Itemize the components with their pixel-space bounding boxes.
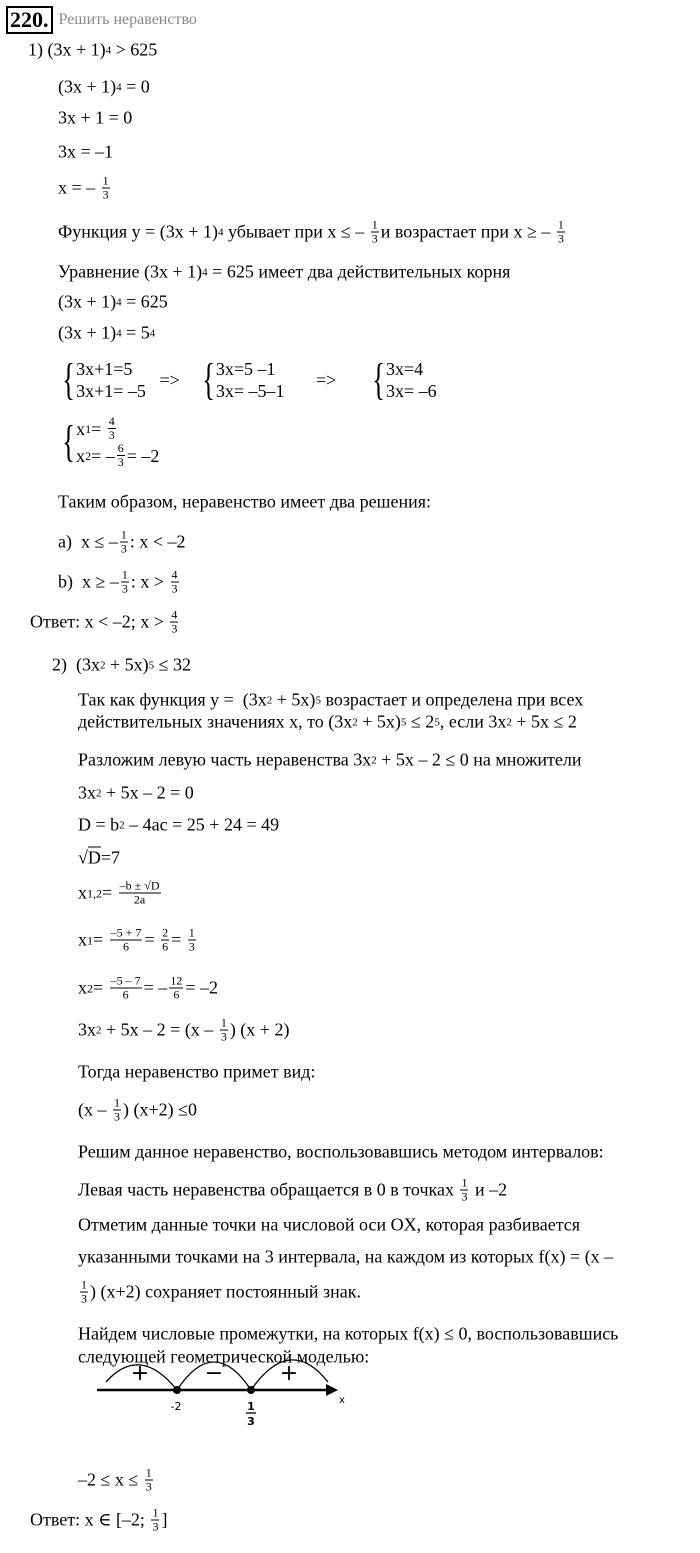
solution-line: x 1,2 = $\frac{-b \pm √D}{2a}$ <box>78 878 160 907</box>
math-text: 1) (3x + 1) <box>28 39 106 60</box>
point-label-right-den: 3 <box>247 1415 255 1428</box>
solution-line <box>30 1507 167 1534</box>
math-text: Так как функция y = (3x <box>78 689 267 710</box>
system-rows <box>216 358 285 402</box>
numerator: 1 <box>152 1505 159 1520</box>
denominator: 3 <box>114 1109 120 1124</box>
math-text: = <box>91 418 106 439</box>
math-text: = <box>93 929 108 950</box>
task-number: 220. <box>6 6 53 34</box>
numerator: 12 <box>170 973 183 988</box>
numerator: 1 <box>114 1095 120 1110</box>
math-text: : x < –2 <box>129 531 186 552</box>
sign-label: + <box>130 1361 150 1386</box>
math-text: убывает при x ≤ – <box>223 221 369 242</box>
math-text: возрастает и определена при всех <box>320 689 584 710</box>
math-text: = 5 <box>121 322 150 343</box>
denominator: 3 <box>171 581 178 596</box>
math-text: + 5x ≤ 2 <box>511 711 577 732</box>
numerator: 4 <box>171 607 178 622</box>
denominator: 3 <box>108 428 115 442</box>
math-text: x <box>76 445 86 466</box>
math-text: + 5x) <box>357 711 401 732</box>
fraction <box>117 442 125 469</box>
solution-line <box>58 569 181 596</box>
math-text: ≤ 2 <box>406 711 435 732</box>
equation-system <box>58 415 159 469</box>
solution-line <box>58 529 186 556</box>
numerator: –5 + 7 <box>110 925 142 940</box>
brace-icon: { <box>62 355 75 404</box>
math-text: = 625 <box>121 291 168 312</box>
fraction <box>371 219 379 246</box>
radical-icon: √ <box>78 847 88 868</box>
math-text: = – <box>143 977 168 998</box>
math-text: = 0 <box>121 76 150 97</box>
math-text: = – <box>91 445 115 466</box>
axis-arrow-icon <box>326 1384 338 1396</box>
fraction <box>110 927 143 954</box>
math-text: + 5x – 2 = <box>101 1019 185 1040</box>
numerator: 1 <box>121 567 128 582</box>
denominator: 3 <box>220 1029 227 1044</box>
math-text: = 625 имеет два действительных корня <box>207 261 511 282</box>
denominator: 3 <box>81 1291 87 1306</box>
math-text: 3x= –6 <box>385 381 437 401</box>
solution-line: 3x 2 + 5x – 2 = (x – $\frac{1}{3}$ ) (x + 2) <box>78 1015 290 1044</box>
math-text: + 5x – 2 = 0 <box>101 782 194 803</box>
math-text: Тогда неравенство примет вид: <box>78 1061 316 1082</box>
solution-line: x 1 = $\frac{-5 + 7}{6}$ = $\frac{2}{6}$ = $\frac{1}{3}$ <box>78 925 195 954</box>
fraction <box>110 975 142 1002</box>
math-text: Отметим данные точки на числовой оси OX, которая разбивается <box>78 1214 581 1235</box>
point-label-left: -2 <box>170 1400 182 1413</box>
math-text: a) x ≤ – <box>58 531 118 552</box>
math-text: (3x + 1) <box>58 76 117 97</box>
numerator: 2 <box>162 925 169 940</box>
math-text: (3x + 1) <box>58 291 117 312</box>
fraction <box>557 219 565 246</box>
system-row <box>386 358 437 380</box>
math-text: x <box>76 418 86 439</box>
math-text: , если 3x <box>439 711 507 732</box>
sign-label: + <box>279 1361 299 1386</box>
solution-line <box>78 1215 580 1236</box>
math-text: (x – <box>78 1099 111 1120</box>
fraction <box>80 1279 88 1306</box>
numerator: 4 <box>171 567 178 582</box>
numerator: 1 <box>220 1015 227 1030</box>
math-text: 2) (3x <box>52 654 100 675</box>
math-text: x <box>78 882 87 903</box>
denominator: 3 <box>171 621 178 636</box>
solution-line <box>30 609 180 636</box>
denominator: 6 <box>173 987 180 1002</box>
solution-line <box>78 1142 604 1163</box>
math-text: (x – <box>184 1019 218 1040</box>
math-text: + 5x) <box>105 654 149 675</box>
numerator: 1 <box>557 217 564 232</box>
fraction <box>145 1467 153 1494</box>
solution-line <box>78 1177 507 1204</box>
math-text: ) (x+2) ≤0 <box>123 1099 198 1120</box>
solution-line: Уравнение (3x + 1) 4 = 625 имеет два действительных корня <box>58 261 511 282</box>
math-text: + 5x – 2 ≤ 0 на множители <box>376 749 582 770</box>
numerator: 1 <box>120 527 127 542</box>
math-text: x = – <box>58 177 100 198</box>
math-text: Таким образом, неравенство имеет два решения: <box>58 491 432 512</box>
fraction <box>169 975 183 1002</box>
solution-line <box>58 108 132 129</box>
math-text: 3x+1=5 <box>76 359 133 379</box>
system-row <box>216 380 285 402</box>
denominator: 6 <box>122 987 129 1002</box>
math-text: Найдем числовые промежутки, на которых f(x) ≤ 0, воспользовавшись <box>78 1323 619 1344</box>
solution-line: Разложим левую часть неравенства 3x 2 + 5x – 2 ≤ 0 на множители <box>78 749 582 770</box>
math-text: и –2 <box>470 1179 508 1200</box>
system-row: x 1 = $\frac{4}{3}$ <box>76 414 115 442</box>
math-text: ] <box>161 1509 168 1530</box>
numerator: –5 – 7 <box>110 973 141 988</box>
math-text: 3x <box>78 782 96 803</box>
math-text: ) (x+2) сохраняет постоянный знак. <box>90 1281 362 1302</box>
solution-line <box>78 1097 197 1124</box>
math-text: = <box>102 882 117 903</box>
math-text: 3x=4 <box>385 359 424 379</box>
solution-line: Функция y = (3x + 1) 4 убывает при x ≤ – $\frac{1}{3}$ и возрастает при x ≥ – $\frac{1}{3}$ <box>58 217 564 246</box>
system-rows <box>386 358 437 402</box>
math-text: и возрастает при x ≥ – <box>380 221 555 242</box>
denominator: 3 <box>152 1519 159 1534</box>
solution-line: 1) (3x + 1) 4 > 625 <box>28 39 158 60</box>
system-row <box>386 380 437 402</box>
numerator: 6 <box>117 441 124 455</box>
task-title: Решить неравенство <box>58 11 197 28</box>
math-text: (3x + 1) <box>58 322 117 343</box>
solution-line: 2) (3x 2 + 5x) 5 ≤ 32 <box>52 654 192 675</box>
math-text: 3x= –5–1 <box>215 381 285 401</box>
fraction <box>188 927 196 954</box>
brace-icon: { <box>201 355 215 404</box>
brace-icon: { <box>62 417 75 466</box>
math-text: =7 <box>100 847 121 868</box>
system-row: x 2 = – $\frac{6}{3}$ = –2 <box>76 441 160 469</box>
fraction <box>121 569 129 596</box>
numerator: 4 <box>108 414 115 428</box>
point-one-third <box>247 1386 255 1394</box>
denominator: 3 <box>145 1479 152 1494</box>
denominator: 3 <box>188 939 195 954</box>
system-row <box>76 358 146 380</box>
fraction <box>151 1507 159 1534</box>
system-row <box>76 380 146 402</box>
denominator: 3 <box>117 455 124 469</box>
numerator: 1 <box>188 925 195 940</box>
fraction <box>113 1097 121 1124</box>
denominator: 6 <box>162 939 169 954</box>
square-root <box>78 848 101 869</box>
math-text: x <box>78 977 87 998</box>
numerator: 1 <box>145 1465 152 1480</box>
solution-line: (3x + 1) 4 = 0 <box>58 76 150 97</box>
denominator: 3 <box>461 1189 468 1204</box>
equation-system <box>368 355 437 404</box>
math-text: : x > <box>130 571 169 592</box>
brace-icon: { <box>372 355 385 404</box>
numerator: –b ± √D <box>119 878 160 893</box>
radicand: D <box>87 847 101 868</box>
solution-line: (3x + 1) 4 = 625 <box>58 291 168 312</box>
fraction <box>120 529 128 556</box>
fraction <box>119 880 161 907</box>
solution-line <box>58 415 159 469</box>
math-text: указанными точками на 3 интервала, на каждом из которых f(x) = (x – <box>78 1246 614 1267</box>
math-text: Разложим левую часть неравенства 3x <box>78 749 372 770</box>
math-text: = –2 <box>185 977 218 998</box>
numerator: 1 <box>461 1175 468 1190</box>
task-header <box>6 6 197 34</box>
math-text: Решим данное неравенство, воспользовавшись методом интервалов: <box>78 1141 604 1162</box>
solution-line <box>58 492 431 513</box>
math-text: = <box>93 977 108 998</box>
math-text: следующей геометрической моделью: <box>78 1346 370 1367</box>
math-text: > 625 <box>111 39 158 60</box>
numerator: 1 <box>371 217 378 232</box>
math-text: => <box>145 369 198 390</box>
math-text: ) (x + 2) <box>229 1019 290 1040</box>
point-minus-2 <box>173 1386 181 1394</box>
solution-line: Так как функция y = (3x 2 + 5x) 5 возрастает и определена при всех <box>78 689 584 710</box>
math-text: x <box>78 929 87 950</box>
denominator: 6 <box>123 939 130 954</box>
math-text: 3x=5 –1 <box>215 359 276 379</box>
fraction <box>220 1017 228 1044</box>
numerator: 1 <box>102 173 109 188</box>
system-rows <box>76 358 146 402</box>
number-line-diagram <box>0 1340 400 1430</box>
solution-line <box>78 1062 315 1083</box>
sign-label: − <box>204 1361 224 1386</box>
denominator: 3 <box>557 231 564 246</box>
solution-line <box>78 1467 155 1494</box>
math-text: = –2 <box>126 445 160 466</box>
math-text: 3x + 1 = 0 <box>58 107 133 128</box>
math-text: ≤ 32 <box>154 654 192 675</box>
solution-line: действительных значениях x, то (3x 2 + 5x) 5 ≤ 2 5 , если 3x 2 + 5x ≤ 2 <box>78 711 577 732</box>
fraction <box>171 569 179 596</box>
math-text: + 5x) <box>272 689 316 710</box>
solution-line <box>78 1279 361 1306</box>
fraction <box>161 927 169 954</box>
solution-line: D = b 2 – 4ac = 25 + 24 = 49 <box>78 814 280 835</box>
math-text: Левая часть неравенства обращается в 0 в точках <box>78 1179 459 1200</box>
math-text: Уравнение (3x + 1) <box>58 261 203 282</box>
system-row <box>216 358 285 380</box>
math-text: 3x = –1 <box>58 141 114 162</box>
math-text: Ответ: x ∈ [–2; <box>30 1509 150 1530</box>
fraction <box>170 609 178 636</box>
denominator: 3 <box>102 187 109 202</box>
fraction <box>460 1177 468 1204</box>
math-text: – 4ac = 25 + 24 = 49 <box>124 814 280 835</box>
math-text: = <box>144 929 160 950</box>
denominator: 3 <box>371 231 378 246</box>
math-text: –2 ≤ x ≤ <box>78 1469 143 1490</box>
fraction <box>108 415 116 442</box>
denominator: 2a <box>133 892 146 907</box>
math-text: Ответ: x < –2; x > <box>30 611 169 632</box>
fraction <box>102 175 110 202</box>
solution-line <box>58 175 112 202</box>
math-text: b) x ≥ – <box>58 571 119 592</box>
math-text: D = b <box>78 814 120 835</box>
math-text: 3x+1= –5 <box>76 381 146 401</box>
math-text: 3x <box>78 1019 96 1040</box>
system-rows <box>76 415 159 469</box>
axis-label: x <box>339 1395 345 1406</box>
solution-line <box>78 1247 613 1268</box>
denominator: 3 <box>120 541 127 556</box>
math-text: => <box>284 369 368 390</box>
solution-line: x 2 = $\frac{-5 - 7}{6}$ = – $\frac{12}{6}$ = –2 <box>78 973 218 1002</box>
math-text: действительных значениях x, то (3x <box>78 711 353 732</box>
math-text: Функция y = (3x + 1) <box>58 221 218 242</box>
solution-line <box>58 355 437 404</box>
solution-line <box>58 142 113 163</box>
math-text: = <box>171 929 186 950</box>
solution-line: 3x 2 + 5x – 2 = 0 <box>78 782 194 803</box>
solution-line <box>78 848 120 869</box>
point-label-right-num: 1 <box>247 1400 255 1413</box>
denominator: 3 <box>121 581 128 596</box>
equation-system <box>58 355 146 404</box>
numerator: 1 <box>81 1277 87 1292</box>
solution-line: (3x + 1) 4 = 5 4 <box>58 322 156 343</box>
equation-system <box>198 355 285 404</box>
